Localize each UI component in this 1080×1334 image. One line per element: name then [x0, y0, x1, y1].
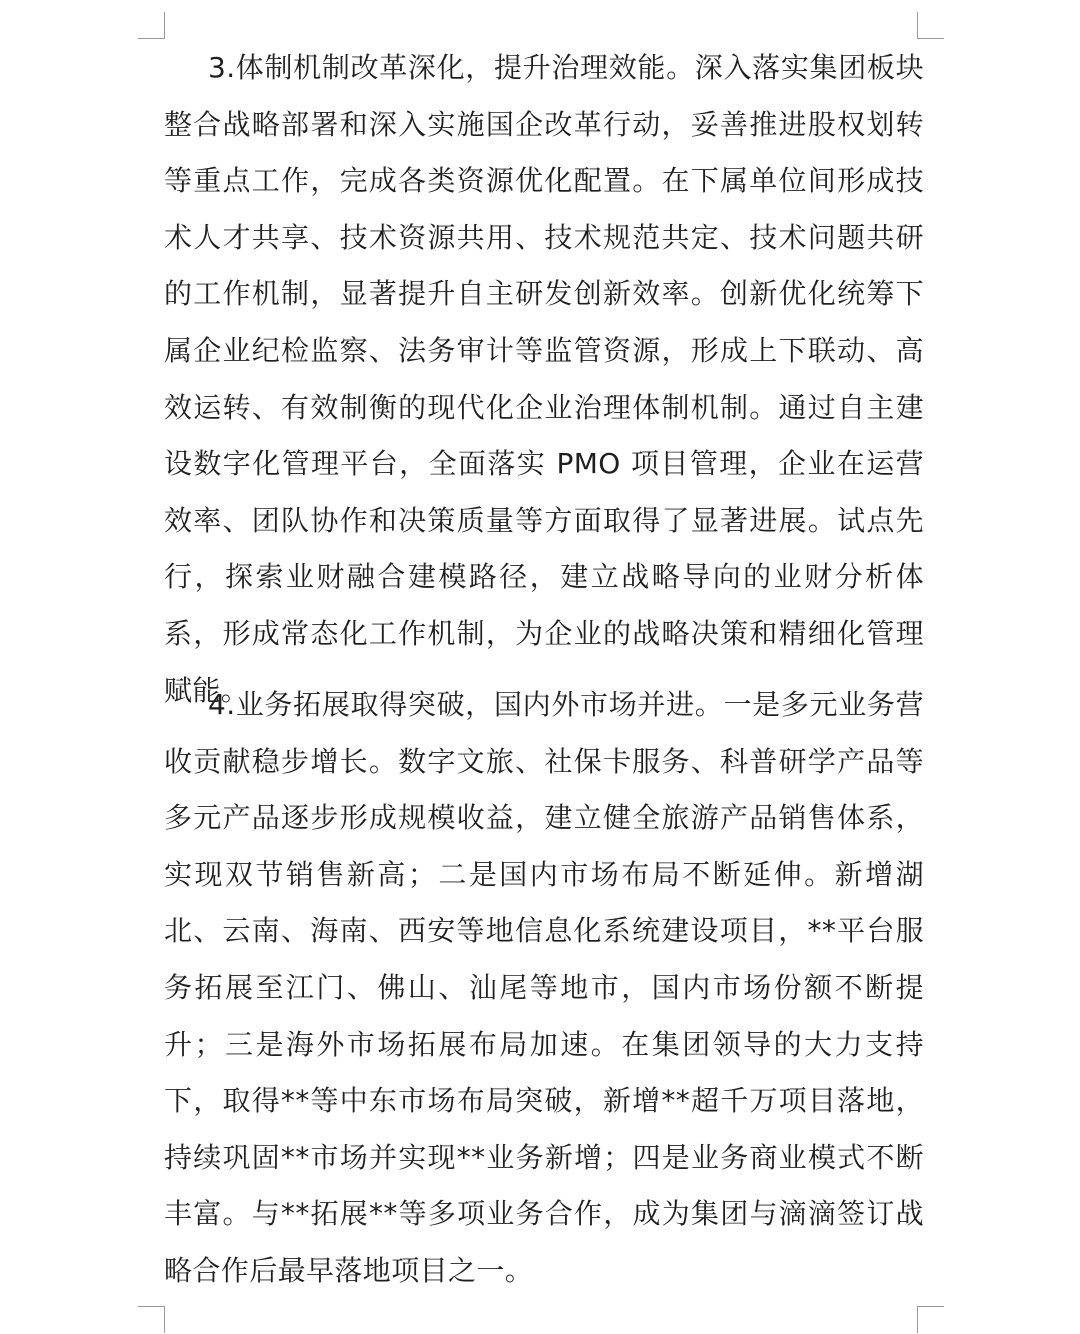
crop-mark-bottom-right — [917, 1306, 944, 1333]
crop-mark-top-right — [917, 12, 944, 39]
crop-mark-bottom-left — [138, 1306, 165, 1333]
crop-mark-top-left — [138, 12, 165, 39]
paragraph-governance-reform: 3.体制机制改革深化，提升治理效能。深入落实集团板块整合战略部署和深入实施国企改革行动，妥善推进股权划转等重点工作，完成各类资源优化配置。在下属单位间形成技术人才共享、技术资源共用、技术规范共定、技术问题共研的工作机制，显著提升自主研发创新效率。创新优化统筹下属企业纪检监察、法务审计等监管资源，形成上下联动、高效运转、有效制衡的现代化企业治理体制机制。通过自主建设数字化管理平台，全面落实 PMO 项目管理，企业在运营效率、团队协作和决策质量等方面取得了显著进展。试点先行，探索业财融合建模路径，建立战略导向的业财分析体系，形成常态化工作机制，为企业的战略决策和精细化管理赋能。 — [164, 51, 924, 707]
paragraph-business-expansion: 4.业务拓展取得突破，国内外市场并进。一是多元业务营收贡献稳步增长。数字文旅、社保卡服务、科普研学产品等多元产品逐步形成规模收益，建立健全旅游产品销售体系，实现双节销售新高；二是国内市场布局不断延伸。新增湖北、云南、海南、西安等地信息化系统建设项目，**平台服务拓展至江门、佛山、汕尾等地市，国内市场份额不断提升；三是海外市场拓展布局加速。在集团领导的大力支持下，取得**等中东市场布局突破，新增**超千万项目落地，持续巩固**市场并实现**业务新增；四是业务商业模式不断丰富。与**拓展**等多项业务合作，成为集团与滴滴签订战略合作后最早落地项目之一。 — [164, 688, 924, 1287]
